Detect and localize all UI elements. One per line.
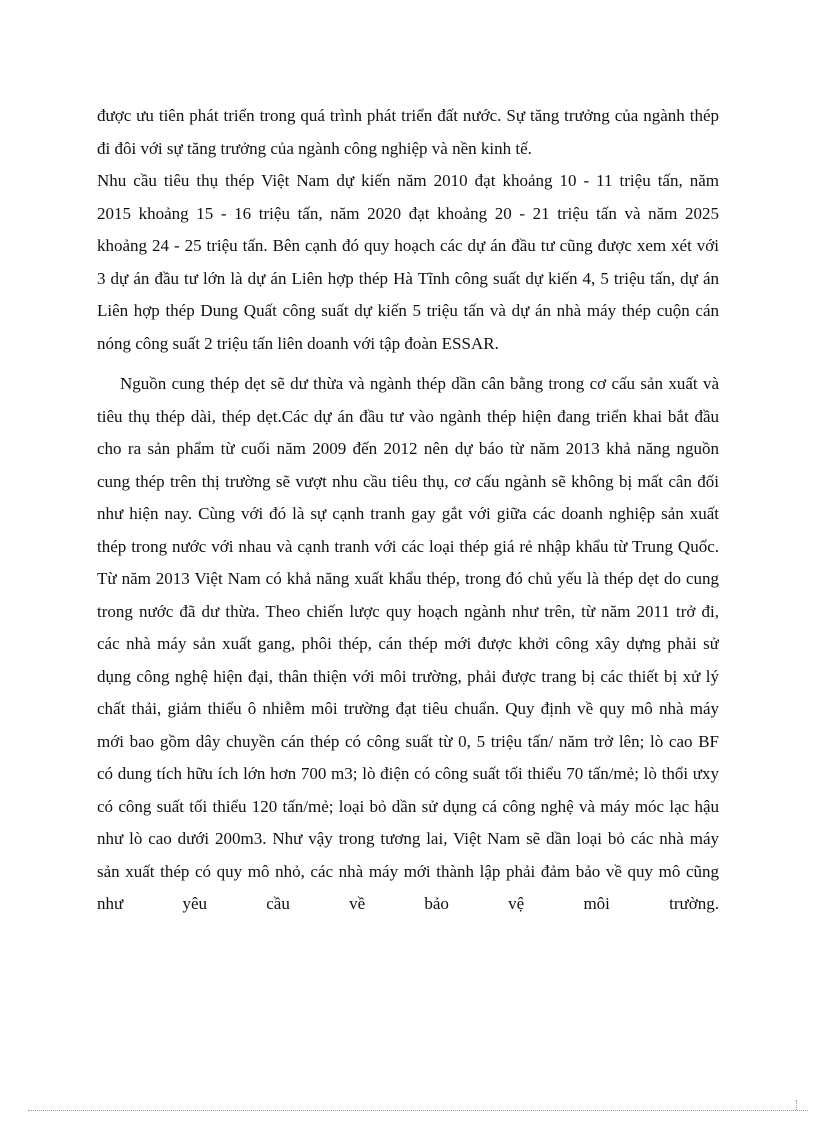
- text-line: được ưu tiên phát triển trong quá trình phát triển đất nước. Sự tăng trưởng của ngành thép: [97, 106, 719, 125]
- text-line: nóng công suất 2 triệu tấn liên doanh với tập đoàn ESSAR.: [97, 333, 499, 353]
- text-line: trong nước đã dư thừa. Theo chiến lược quy hoạch ngành như trên, từ năm 2011 trở đi,: [97, 601, 719, 621]
- text-line: có công suất tối thiểu 120 tấn/mẻ; loại bỏ dần sử dụng cá công nghệ và máy móc lạc hậu: [97, 796, 719, 816]
- paragraph-1: [97, 100, 719, 165]
- paragraph-gap: [97, 360, 719, 368]
- text-line: thép trong nước với nhau và cạnh tranh với các loại thép giá rẻ nhập khẩu từ Trung Quốc.: [97, 536, 719, 556]
- text-line: Liên hợp thép Dung Quất công suất dự kiến 5 triệu tấn và dự án nhà máy thép cuộn cán: [97, 301, 719, 320]
- text-line: đi đôi với sự tăng trưởng của ngành công nghiệp và nền kinh tế.: [97, 138, 532, 158]
- text-line: khoảng 24 - 25 triệu tấn. Bên cạnh đó quy hoạch các dự án đầu tư cũng được xem xét với: [97, 236, 719, 255]
- text-line: như yêu cầu về bảo vệ môi trường.: [97, 894, 719, 913]
- text-line: Nhu cầu tiêu thụ thép Việt Nam dự kiến năm 2010 đạt khoảng 10 - 11 triệu tấn, năm: [97, 171, 719, 190]
- text-line: mới bao gồm dây chuyền cán thép có công suất từ 0, 5 triệu tấn/ năm trở lên; lò cao BF: [97, 731, 719, 751]
- paragraph-2: [97, 165, 719, 360]
- text-line: dụng công nghệ hiện đại, thân thiện với môi trường, phải được trang bị các thiết bị xử lý: [97, 666, 719, 686]
- text-line: sản xuất thép có quy mô nhỏ, các nhà máy mới thành lập phải đảm bảo về quy mô cũng: [97, 861, 719, 881]
- text-line: có dung tích hữu ích lớn hơn 700 m3; lò điện có công suất tối thiểu 70 tấn/mẻ; lò thổi ưxy: [97, 764, 719, 783]
- page-bottom-border: [28, 1110, 808, 1111]
- text-line: như hiện nay. Cùng với đó là sự cạnh tranh gay gắt với giữa các doanh nghiệp sản xuất: [97, 504, 719, 523]
- paragraph-3: [97, 368, 719, 921]
- text-line: Nguồn cung thép dẹt sẽ dư thừa và ngành thép dần cân bằng trong cơ cấu sản xuất và: [120, 374, 719, 393]
- document-body: [97, 100, 719, 921]
- text-line: các nhà máy sản xuất gang, phôi thép, cán thép mới được khởi công xây dựng phải sử: [97, 634, 719, 653]
- text-line: Từ năm 2013 Việt Nam có khả năng xuất khẩu thép, trong đó chủ yếu là thép dẹt do cung: [97, 569, 719, 588]
- page-corner-mark: [796, 1100, 807, 1110]
- text-line: cung thép trên thị trường sẽ vượt nhu cầu tiêu thụ, cơ cấu ngành sẽ không bị mất cân đối: [97, 471, 719, 491]
- text-line: tiêu thụ thép dài, thép dẹt.Các dự án đầu tư vào ngành thép hiện đang triển khai bắt đầu: [97, 406, 719, 426]
- text-line: cho ra sản phẩm từ cuối năm 2009 đến 2012 nên dự báo từ năm 2013 khả năng nguồn: [97, 439, 719, 458]
- text-line: chất thải, giảm thiểu ô nhiễm môi trường đạt tiêu chuẩn. Quy định về quy mô nhà máy: [97, 699, 719, 718]
- text-line: 3 dự án đầu tư lớn là dự án Liên hợp thép Hà Tĩnh công suất dự kiến 4, 5 triệu tấn, dự án: [97, 268, 719, 288]
- text-line: 2015 khoảng 15 - 16 triệu tấn, năm 2020 đạt khoảng 20 - 21 triệu tấn và năm 2025: [97, 203, 719, 223]
- text-line: như lò cao dưới 200m3. Như vậy trong tương lai, Việt Nam sẽ dần loại bỏ các nhà máy: [97, 829, 719, 848]
